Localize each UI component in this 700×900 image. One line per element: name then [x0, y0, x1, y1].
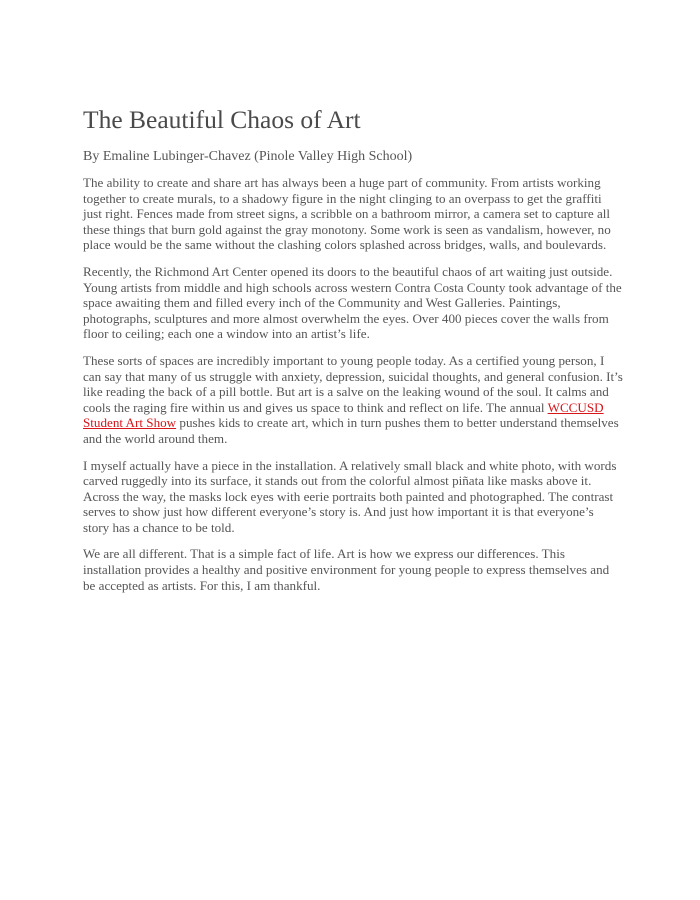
- article: [83, 105, 623, 604]
- paragraph-3-text-after: pushes kids to create art, which in turn pushes them to better understand themselves and the world around them.: [83, 415, 619, 446]
- paragraph-3-text-before: These sorts of spaces are incredibly important to young people today. As a certified young person, I can say that many of us struggle with anxiety, depression, suicidal thoughts, and general confusion. It’s like reading the back of a pill bottle. But art is a salve on the leaking wound of the soul. It calms and cools the raging fire within us and gives us space to think and reflect on life. The annual: [83, 352, 623, 415]
- paragraph-1: The ability to create and share art has always been a huge part of community. From artists working together to create murals, to a shadowy figure in the night clinging to an overpass to get the graffiti just right. Fences made from street signs, a scribble on a bathroom mirror, a camera set to capture all these things that burn gold against the gray monotony. Some work is seen as vandalism, however, no place would be the same without the clashing colors splashed across bridges, walls, and boulevards.: [83, 175, 611, 253]
- student-art-show-link[interactable]: WCCUSD Student Art Show: [83, 399, 604, 431]
- paragraph-5: We are all different. That is a simple fact of life. Art is how we express our differences. This installation provides a healthy and positive environment for young people to express themselves and be accepted as artists. For this, I am thankful.: [83, 546, 610, 593]
- paragraph-4: I myself actually have a piece in the installation. A relatively small black and white photo, with words carved ruggedly into its surface, it stands out from the colorful almost piñata like masks above it. Across the way, the masks lock eyes with eerie portraits both painted and photographed. The contrast serves to show just how different everyone’s story is. And just how important it is that everyone’s story has a chance to be told.: [83, 457, 617, 535]
- article-byline: By Emaline Lubinger-Chavez (Pinole Valley High School): [83, 149, 413, 164]
- article-title: The Beautiful Chaos of Art: [83, 105, 361, 134]
- paragraph-3: [83, 353, 623, 447]
- paragraph-2: Recently, the Richmond Art Center opened its doors to the beautiful chaos of art waiting just outside. Young artists from middle and high schools across western Contra Costa County took advantage of the space awaiting them and filled every inch of the Community and West Galleries. Paintings, photographs, sculptures and more almost overwhelm the eyes. Over 400 pieces cover the walls from floor to ceiling; each one a window into an artist’s life.: [83, 263, 622, 342]
